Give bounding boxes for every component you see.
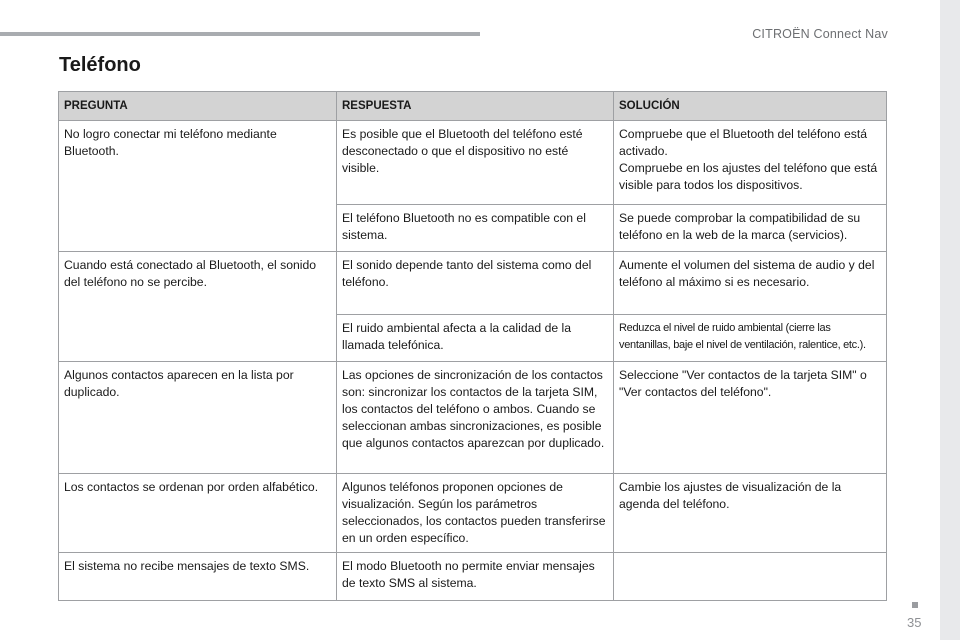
solution-text: Compruebe que el Bluetooth del teléfono está activado. Compruebe en los ajustes del teléfono que está visible para todos los dispositivos. <box>619 127 878 192</box>
side-margin-strip <box>940 0 960 640</box>
page-title: Teléfono <box>59 54 141 76</box>
header-rule <box>0 32 480 36</box>
question-cell: Algunos contactos aparecen en la lista por duplicado. <box>59 362 337 474</box>
solution-cell: Seleccione "Ver contactos de la tarjeta SIM" o "Ver contactos del teléfono". <box>614 362 887 474</box>
solution-cell: Aumente el volumen del sistema de audio y del teléfono al máximo si es necesario. <box>614 252 887 315</box>
table-row <box>59 121 887 205</box>
solution-cell: Reduzca el nivel de ruido ambiental (cierre las ventanillas, baje el nivel de ventilación, ralentice, etc.). <box>614 315 887 362</box>
answer-cell: El modo Bluetooth no permite enviar mensajes de texto SMS al sistema. <box>337 553 614 601</box>
answer-cell: Algunos teléfonos proponen opciones de visualización. Según los parámetros seleccionados, los contactos pueden transferirse en un orden específico. <box>337 474 614 553</box>
column-header-question: PREGUNTA <box>59 92 337 121</box>
question-cell: Cuando está conectado al Bluetooth, el sonido del teléfono no se percibe. <box>59 252 337 362</box>
table-row <box>59 474 887 553</box>
table-row <box>59 553 887 601</box>
question-cell: No logro conectar mi teléfono mediante Bluetooth. <box>59 121 337 252</box>
answer-cell: Es posible que el Bluetooth del teléfono esté desconectado o que el dispositivo no esté visible. <box>337 121 614 205</box>
solution-cell: Cambie los ajustes de visualización de la agenda del teléfono. <box>614 474 887 553</box>
question-cell: Los contactos se ordenan por orden alfabético. <box>59 474 337 553</box>
page-number: 35 <box>907 615 922 630</box>
table-row <box>59 252 887 315</box>
answer-cell: Las opciones de sincronización de los contactos son: sincronizar los contactos de la tarjeta SIM, los contactos del teléfono o ambos. Cuando se seleccionan ambas sincronizaciones, es posible que algunos contactos aparezcan por duplicado. <box>337 362 614 474</box>
header-brand-title: CITROËN Connect Nav <box>752 27 888 41</box>
solution-cell: Se puede comprobar la compatibilidad de su teléfono en la web de la marca (servicios). <box>614 205 887 252</box>
continuation-marker <box>912 602 918 608</box>
column-header-answer: RESPUESTA <box>337 92 614 121</box>
answer-cell: El sonido depende tanto del sistema como del teléfono. <box>337 252 614 315</box>
solution-cell <box>614 553 887 601</box>
answer-cell: El teléfono Bluetooth no es compatible con el sistema. <box>337 205 614 252</box>
answer-cell: El ruido ambiental afecta a la calidad de la llamada telefónica. <box>337 315 614 362</box>
table-header-row <box>59 92 887 121</box>
question-cell: El sistema no recibe mensajes de texto SMS. <box>59 553 337 601</box>
troubleshooting-table <box>58 91 887 601</box>
column-header-solution: SOLUCIÓN <box>614 92 887 121</box>
table-row <box>59 362 887 474</box>
solution-cell <box>614 121 887 205</box>
